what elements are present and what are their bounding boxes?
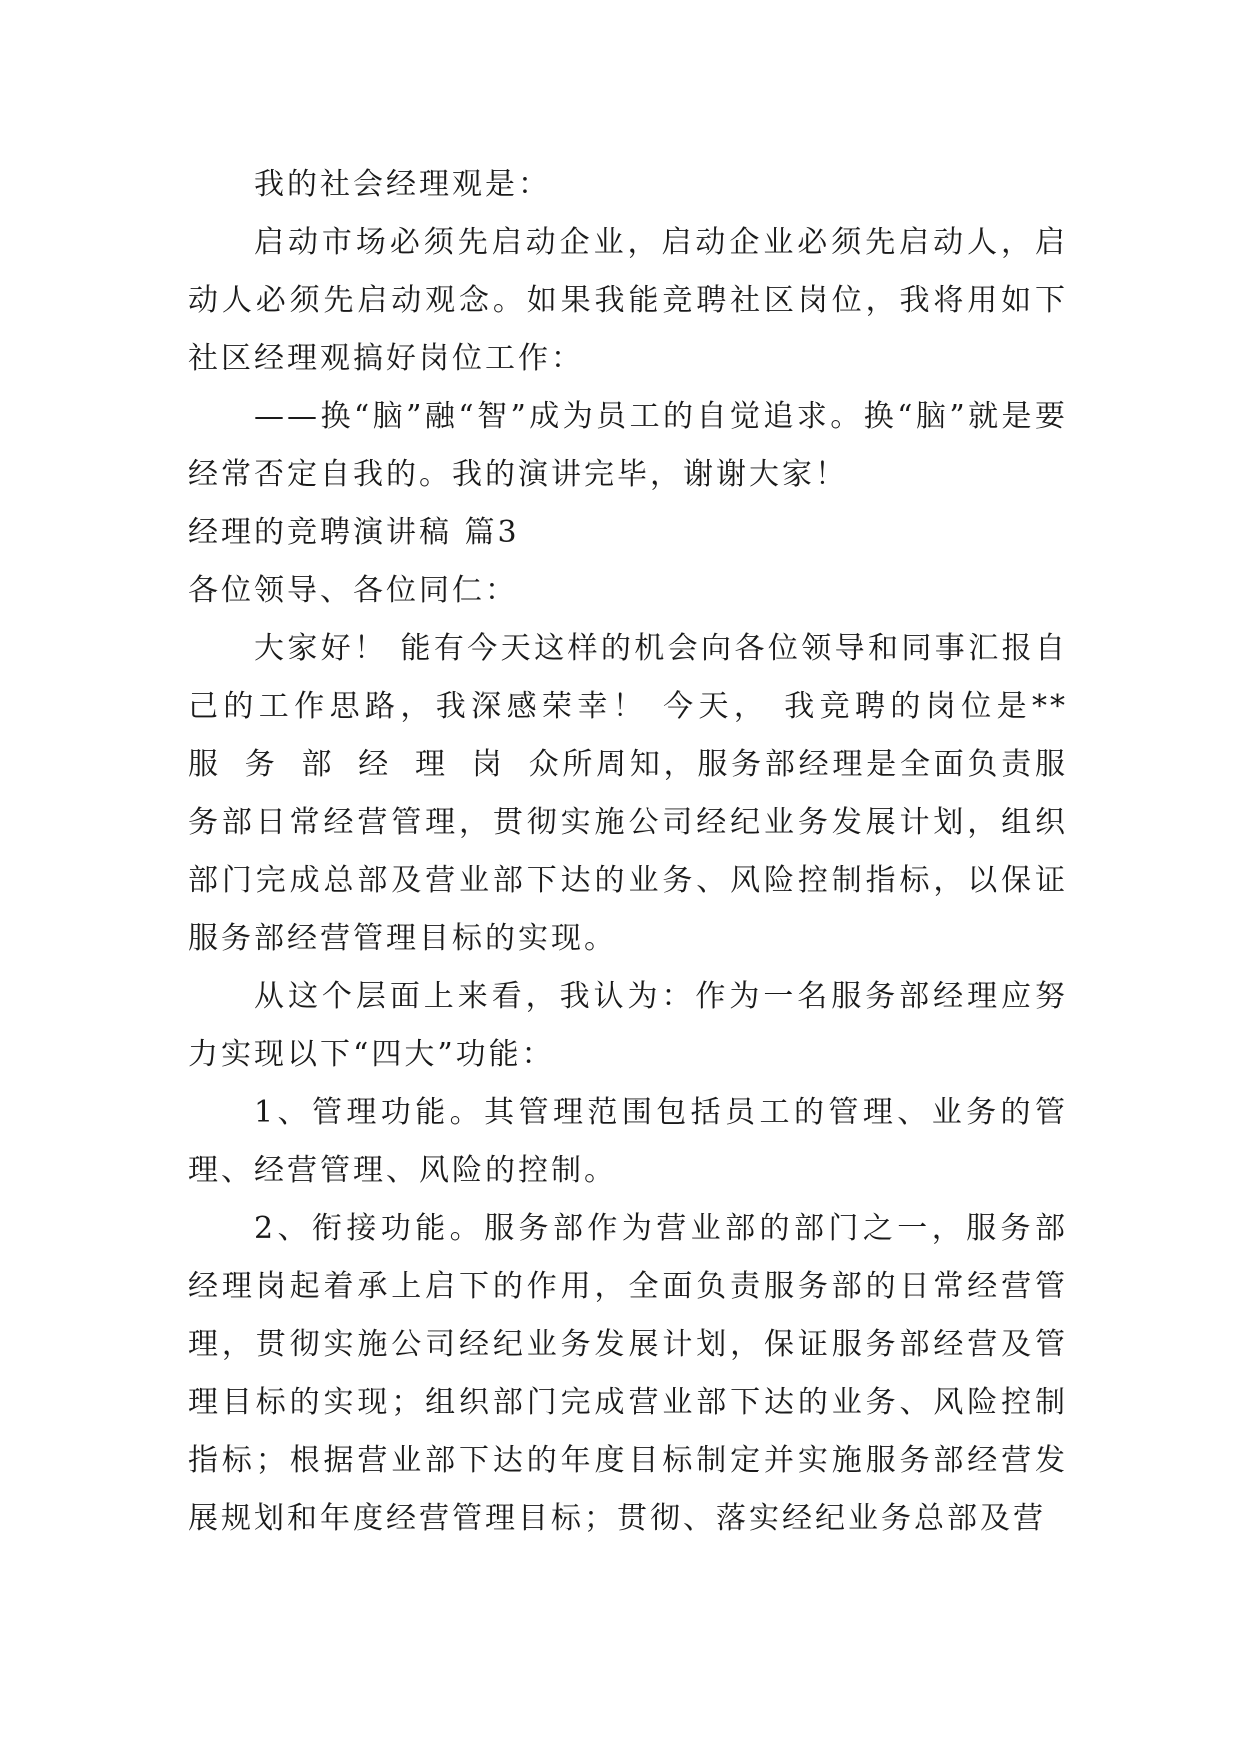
role-name: 服务部经理岗 <box>188 747 529 782</box>
paragraph: 从这个层面上来看，我认为：作为一名服务部经理应努力实现以下“四大”功能： <box>188 979 1068 1072</box>
role-prefix: ** <box>1032 689 1068 724</box>
paragraph <box>188 620 1068 968</box>
paragraph: 1、管理功能。其管理范围包括员工的管理、业务的管理、经营管理、风险的控制。 <box>188 1095 1068 1188</box>
paragraph-opening: 大家好！ 能有今天这样的机会向各位领导和同事汇报自己的工作思路，我深感荣幸！ 今天， 我竞聘的岗位是 <box>188 631 1068 724</box>
paragraph: 启动市场必须先启动企业，启动企业必须先启动人，启动人必须先启动观念。如果我能竞聘社区岗位，我将用如下社区经理观搞好岗位工作： <box>188 225 1068 376</box>
section-heading: 经理的竞聘演讲稿 篇3 <box>188 515 520 550</box>
paragraph: 我的社会经理观是： <box>254 167 551 202</box>
document-body <box>188 156 1068 1548</box>
salutation: 各位领导、各位同仁： <box>188 573 518 608</box>
paragraph-continuation: 众所周知，服务部经理是全面负责服务部日常经营管理，贯彻实施公司经纪业务发展计划，组织部门完成总部及营业部下达的业务、风险控制指标，以保证服务部经营管理目标的实现。 <box>188 747 1069 956</box>
paragraph: 2、衔接功能。服务部作为营业部的部门之一，服务部经理岗起着承上启下的作用，全面负责服务部的日常经营管理，贯彻实施公司经纪业务发展计划，保证服务部经营及管理目标的实现；组织部门完成营业部下达的业务、风险控制指标；根据营业部下达的年度目标制定并实施服务部经营发展规划和年度经营管理目标；贯彻、落实经纪业务总部及营 <box>188 1211 1068 1536</box>
paragraph: ——换“脑”融“智”成为员工的自觉追求。换“脑”就是要经常否定自我的。我的演讲完毕，谢谢大家！ <box>188 399 1068 492</box>
